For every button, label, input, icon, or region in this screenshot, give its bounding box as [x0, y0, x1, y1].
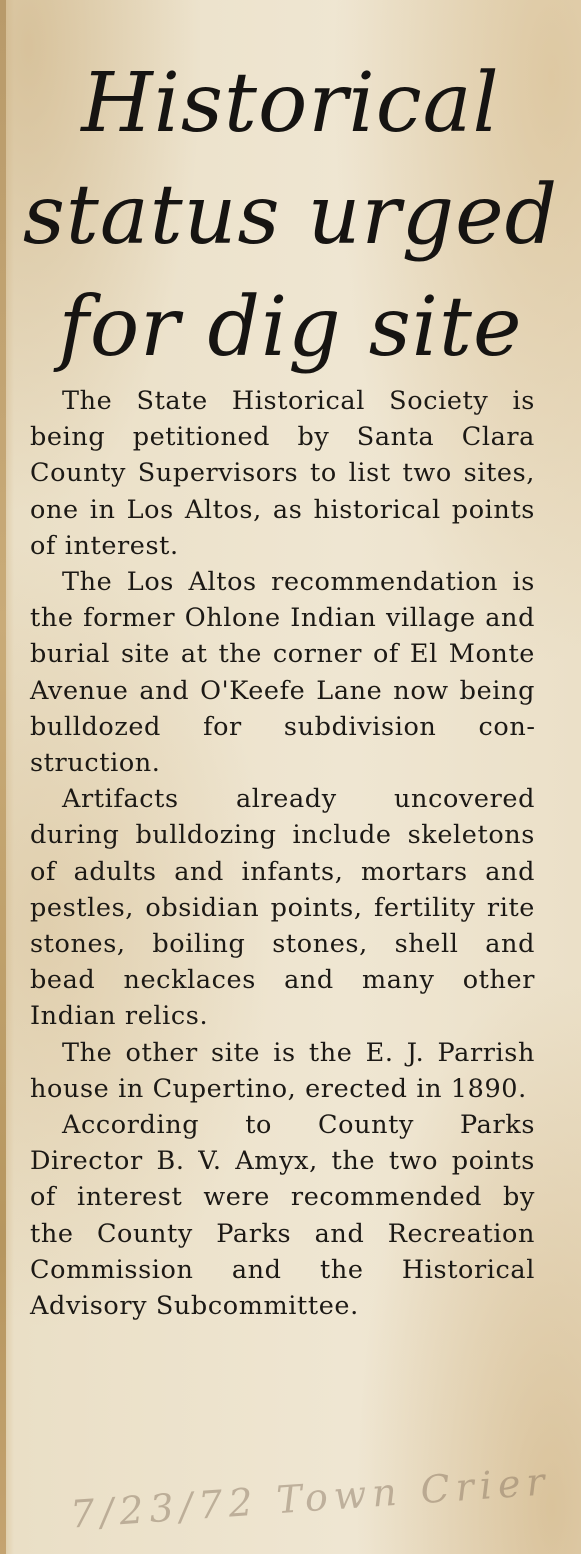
paragraph-5: According to County Parks Director B. V. Amyx, the two points of interest were recommended by the County Parks and Recreation Commission and the Historical Advisory Subcommittee. — [30, 1110, 535, 1322]
clipping-torn-edge — [0, 0, 6, 1554]
article-body — [30, 383, 535, 1324]
handwritten-note-text: 7/23/72 Town Crier — [68, 1459, 552, 1537]
paragraph-2: The Los Altos recommendation is the former Ohlone Indian village and burial site at the corner of El Monte Avenue and O'Keefe Lane now being bulldozed for subdivision construction. — [30, 567, 535, 779]
headline — [18, 48, 563, 384]
headline-line-2: status urged — [22, 168, 559, 263]
headline-line-1: Historical — [81, 56, 500, 151]
paragraph-3: Artifacts already uncovered during bulldozing include skeletons of adults and infants, mortars and pestles, obsidian points, fertility rite stones, boiling stones, shell and bead necklaces and many other Indian relics. — [30, 784, 535, 1032]
headline-line-3: for dig site — [58, 280, 523, 375]
paragraph-4: The other site is the E. J. Parrish house in Cupertino, erected in 1890. — [30, 1037, 535, 1104]
handwritten-note — [68, 1459, 552, 1538]
paragraph-1: The State Historical Society is being petitioned by Santa Clara County Supervisors to list two sites, one in Los Altos, as historical points of interest. — [30, 386, 535, 561]
